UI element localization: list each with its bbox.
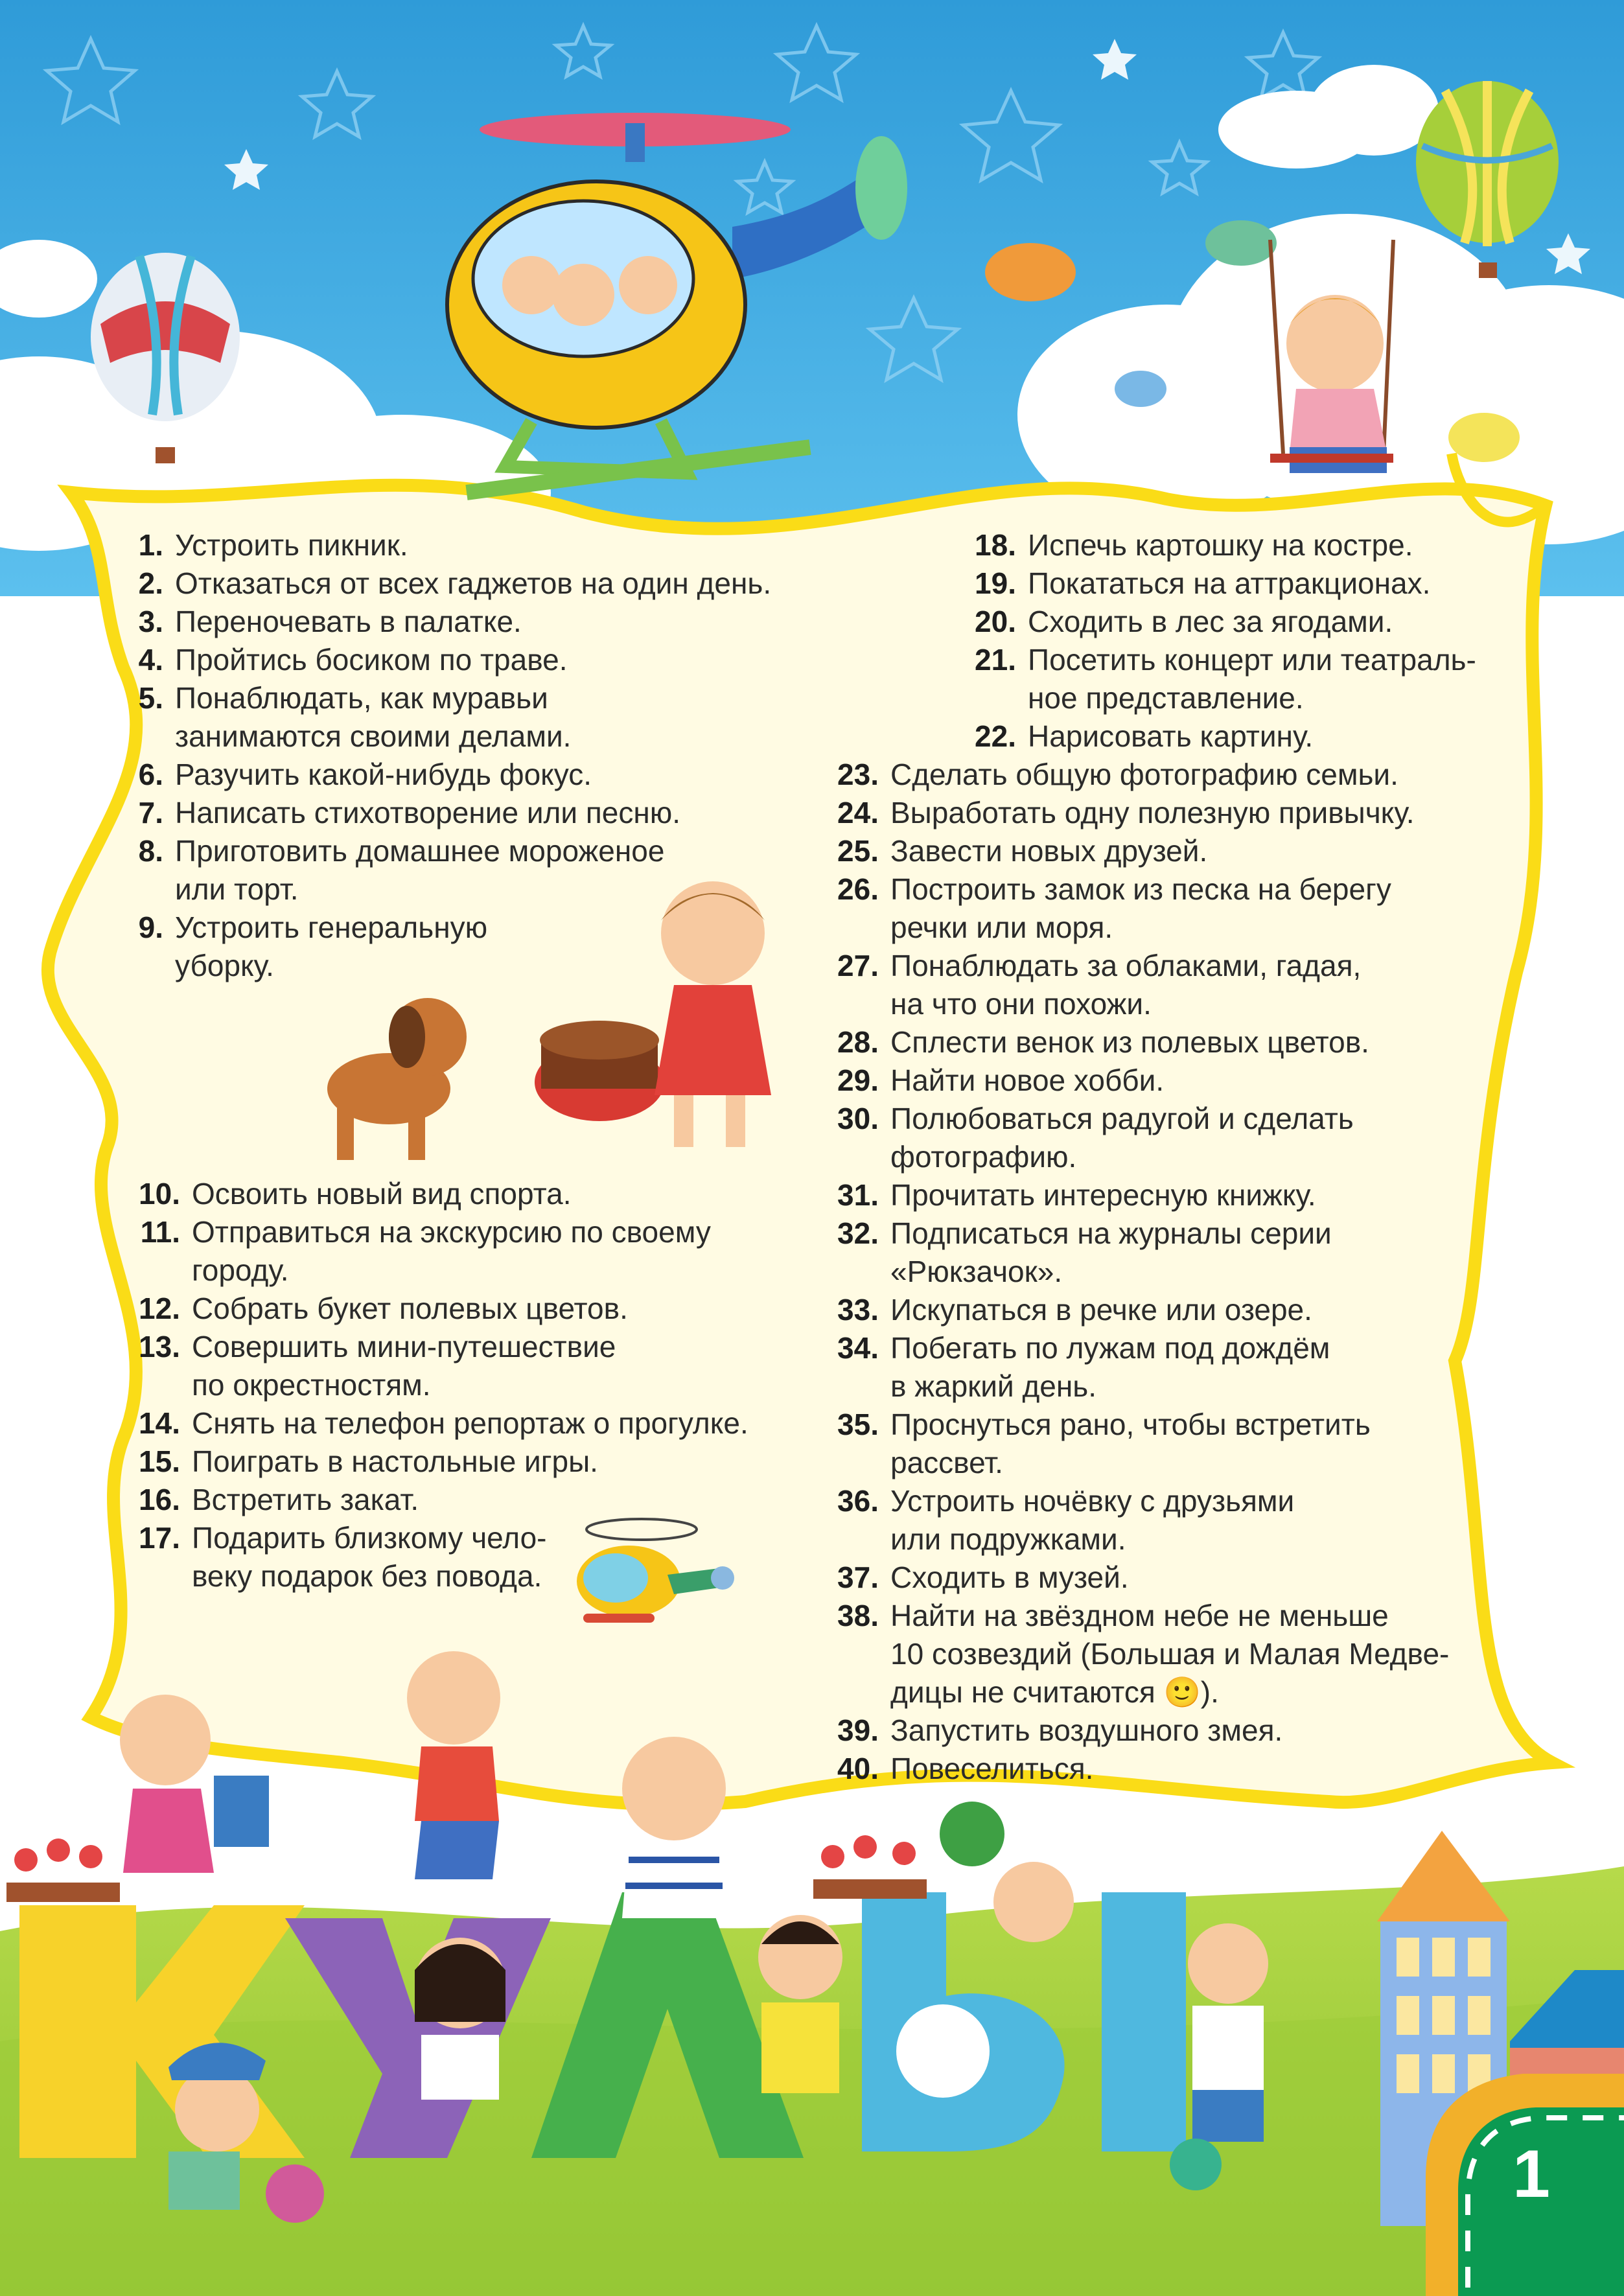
list-item bbox=[822, 1559, 1129, 1597]
list-item bbox=[123, 1175, 572, 1213]
list-item-text bbox=[1016, 526, 1413, 564]
list-item-text-main: Сплести венок из полевых цветов. bbox=[890, 1025, 1369, 1059]
list-item bbox=[822, 947, 1361, 1023]
list-item bbox=[822, 1406, 1371, 1482]
list-item-text-main: Подарить близкому чело- веку подарок без повода. bbox=[192, 1521, 547, 1593]
list-item bbox=[959, 603, 1393, 641]
list-item-text-main: Совершить мини-путешествие по окрестностям. bbox=[192, 1330, 616, 1402]
list-item-number: 2. bbox=[138, 566, 163, 600]
list-item bbox=[959, 526, 1413, 564]
list-item-number: 22. bbox=[975, 719, 1016, 753]
list-item bbox=[959, 717, 1313, 756]
list-item-number: 27. bbox=[837, 949, 879, 982]
list-item-text bbox=[163, 641, 567, 679]
list-item-number: 14. bbox=[139, 1406, 180, 1440]
list-item-text-main: Собрать букет полевых цветов. bbox=[192, 1292, 628, 1325]
list-item-text-main: Сделать общую фотографию семьи. bbox=[890, 758, 1398, 791]
list-item-text-main: Посетить концерт или театраль- ное представление. bbox=[1028, 643, 1476, 715]
list-item-text bbox=[1016, 641, 1476, 717]
list-item-text-main: Завести новых друзей. bbox=[890, 834, 1208, 868]
list-item-text-main: Выработать одну полезную привычку. bbox=[890, 796, 1415, 829]
list-item-number: 3. bbox=[138, 605, 163, 638]
list-item bbox=[959, 641, 1476, 717]
list-item-number: 19. bbox=[975, 566, 1016, 600]
list-item-number: 31. bbox=[837, 1178, 879, 1212]
list-item bbox=[123, 1328, 616, 1404]
list-item-text bbox=[879, 1597, 1449, 1711]
list-item-text-main: Разучить какой-нибудь фокус. bbox=[175, 758, 592, 791]
list-item-number: 37. bbox=[837, 1560, 879, 1594]
list-item-text bbox=[180, 1404, 748, 1443]
list-item-text bbox=[879, 1406, 1371, 1482]
list-item-text bbox=[879, 1023, 1369, 1061]
list-item bbox=[123, 1213, 711, 1290]
list-item-number: 24. bbox=[837, 796, 879, 829]
list-item-number: 4. bbox=[138, 643, 163, 677]
list-item bbox=[822, 1711, 1282, 1750]
list-item bbox=[959, 564, 1430, 603]
list-item-text-main: Устроить пикник. bbox=[175, 528, 408, 562]
list-item bbox=[123, 679, 571, 756]
list-item bbox=[123, 641, 567, 679]
list-item-text bbox=[163, 756, 592, 794]
list-item-text-main: Побегать по лужам под дождём в жаркий день. bbox=[890, 1331, 1330, 1403]
list-item-text bbox=[163, 526, 408, 564]
list-item-number: 13. bbox=[139, 1330, 180, 1363]
list-item-number: 29. bbox=[837, 1063, 879, 1097]
list-item-text bbox=[879, 1482, 1294, 1559]
list-item bbox=[822, 1214, 1332, 1291]
list-item-number: 23. bbox=[837, 758, 879, 791]
list-item-number: 10. bbox=[139, 1177, 180, 1211]
list-item-text bbox=[879, 1291, 1312, 1329]
list-item bbox=[822, 870, 1391, 947]
list-item-text bbox=[163, 794, 680, 832]
list-item-text-main: Освоить новый вид спорта. bbox=[192, 1177, 572, 1211]
list-item-number: 11. bbox=[140, 1215, 180, 1249]
list-item-text-main: Пройтись босиком по траве. bbox=[175, 643, 568, 677]
list-item-text-main: Нарисовать картину. bbox=[1028, 719, 1314, 753]
list-item bbox=[123, 603, 522, 641]
list-item-number: 20. bbox=[975, 605, 1016, 638]
list-item-number: 36. bbox=[837, 1484, 879, 1518]
list-item-number: 8. bbox=[138, 834, 163, 868]
list-item-text-main: Найти новое хобби. bbox=[890, 1063, 1165, 1097]
list-item-number: 5. bbox=[138, 681, 163, 715]
list-item-text-main: Повеселиться. bbox=[890, 1752, 1094, 1785]
list-item-text-main: Прочитать интересную книжку. bbox=[890, 1178, 1316, 1212]
list-item-text bbox=[879, 1559, 1129, 1597]
list-item-text bbox=[879, 1061, 1164, 1100]
list-item-text-main: Сходить в музей. bbox=[890, 1560, 1129, 1594]
list-item bbox=[123, 1481, 419, 1519]
list-item bbox=[822, 1100, 1354, 1176]
list-item-number: 32. bbox=[837, 1216, 879, 1250]
list-item-text bbox=[1016, 603, 1393, 641]
list-item bbox=[822, 832, 1207, 870]
list-item-text bbox=[180, 1443, 598, 1481]
list-item-number: 40. bbox=[837, 1752, 879, 1785]
list-item-text bbox=[163, 909, 487, 985]
list-item bbox=[822, 1329, 1330, 1406]
list-item-text-main: Искупаться в речке или озере. bbox=[890, 1293, 1312, 1327]
list-item-text bbox=[879, 1711, 1282, 1750]
list-item-text bbox=[879, 1176, 1316, 1214]
list-item-number: 38. bbox=[837, 1599, 879, 1632]
list-item-number: 15. bbox=[139, 1444, 180, 1478]
list-item-number: 25. bbox=[837, 834, 879, 868]
list-item-text-main: Понаблюдать за облаками, гадая, на что они похожи. bbox=[890, 949, 1362, 1021]
list-item-text bbox=[879, 832, 1207, 870]
list-item-number: 18. bbox=[975, 528, 1016, 562]
list-item-text-main: Переночевать в палатке. bbox=[175, 605, 522, 638]
list-item bbox=[123, 1290, 628, 1328]
list-item-text bbox=[163, 832, 664, 909]
list-item bbox=[123, 1404, 748, 1443]
list-item-text bbox=[1016, 717, 1313, 756]
list-item-text bbox=[879, 947, 1361, 1023]
list-item-text-main: Устроить генеральную уборку. bbox=[175, 910, 488, 982]
list-item-text bbox=[163, 679, 571, 756]
list-item bbox=[822, 1176, 1316, 1214]
list-item bbox=[822, 1061, 1164, 1100]
list-item-text-end: ). bbox=[1200, 1675, 1219, 1709]
list-item-number: 26. bbox=[837, 872, 879, 906]
list-item-text-main: Отправиться на экскурсию по своему городу. bbox=[192, 1215, 711, 1287]
list-item bbox=[123, 756, 592, 794]
list-item-number: 34. bbox=[837, 1331, 879, 1365]
list-item-text bbox=[879, 794, 1415, 832]
list-item-text-main: Запустить воздушного змея. bbox=[890, 1713, 1283, 1747]
list-item-number: 6. bbox=[138, 758, 163, 791]
list-item-text-main: Подписаться на журналы серии «Рюкзачок». bbox=[890, 1216, 1332, 1288]
list-item-text bbox=[879, 1329, 1330, 1406]
list-item-text bbox=[180, 1213, 711, 1290]
list-item-text bbox=[163, 564, 771, 603]
list-item-text bbox=[879, 1750, 1093, 1788]
list-item bbox=[123, 794, 680, 832]
list-item-text bbox=[163, 603, 522, 641]
list-item-text-main: Отказаться от всех гаджетов на один день. bbox=[175, 566, 772, 600]
list-item-text-main: Приготовить домашнее мороженое или торт. bbox=[175, 834, 665, 906]
smiley-emoji: 🙂 bbox=[1163, 1675, 1201, 1709]
list-item-text-main: Покататься на аттракционах. bbox=[1028, 566, 1431, 600]
list-item-text bbox=[879, 1214, 1332, 1291]
list-item bbox=[822, 756, 1398, 794]
list-item-text bbox=[180, 1519, 547, 1595]
list-item-number: 39. bbox=[837, 1713, 879, 1747]
list-item-number: 30. bbox=[837, 1102, 879, 1135]
list-item-text bbox=[879, 756, 1398, 794]
list-item-text bbox=[879, 870, 1391, 947]
list-item-text-main: Встретить закат. bbox=[192, 1483, 419, 1516]
list-item-text-main: Сходить в лес за ягодами. bbox=[1028, 605, 1393, 638]
list-item bbox=[822, 1291, 1312, 1329]
list-item bbox=[123, 526, 408, 564]
list-item-number: 9. bbox=[138, 910, 163, 944]
list-item-number: 1. bbox=[138, 528, 163, 562]
list-item-text bbox=[879, 1100, 1354, 1176]
list-item-number: 21. bbox=[975, 643, 1016, 677]
list-item bbox=[822, 1023, 1369, 1061]
list-item bbox=[123, 1519, 547, 1595]
list-item-text bbox=[180, 1290, 628, 1328]
list-item bbox=[123, 564, 771, 603]
list-item bbox=[822, 1482, 1294, 1559]
list-item-number: 17. bbox=[139, 1521, 180, 1555]
list-item bbox=[822, 1750, 1093, 1788]
list-item-text-main: Испечь картошку на костре. bbox=[1028, 528, 1413, 562]
list-item-text bbox=[180, 1328, 616, 1404]
list-item bbox=[123, 832, 664, 909]
list-item-text-main: Полюбоваться радугой и сделать фотографию. bbox=[890, 1102, 1354, 1174]
list-item-text-main: Построить замок из песка на берегу речки или моря. bbox=[890, 872, 1391, 944]
list-item-text-main: Найти на звёздном небе не меньше 10 созвездий (Большая и Малая Медве- дицы не считаются bbox=[890, 1599, 1450, 1709]
list-item-number: 12. bbox=[139, 1292, 180, 1325]
list-item-number: 7. bbox=[138, 796, 163, 829]
list-item bbox=[123, 1443, 598, 1481]
list-item-number: 16. bbox=[139, 1483, 180, 1516]
list-item-text bbox=[180, 1175, 572, 1213]
list-item-text bbox=[180, 1481, 419, 1519]
list-item-text bbox=[1016, 564, 1430, 603]
list-item-text-main: Снять на телефон репортаж о прогулке. bbox=[192, 1406, 748, 1440]
list-item bbox=[822, 1597, 1449, 1711]
list-item-number: 28. bbox=[837, 1025, 879, 1059]
list-item bbox=[822, 794, 1415, 832]
list-item-number: 33. bbox=[837, 1293, 879, 1327]
list-item-number: 35. bbox=[837, 1408, 879, 1441]
list-item-text-main: Поиграть в настольные игры. bbox=[192, 1444, 598, 1478]
list-item-text-main: Устроить ночёвку с друзьями или подружками. bbox=[890, 1484, 1295, 1556]
list-item-text-main: Понаблюдать, как муравьи занимаются своими делами. bbox=[175, 681, 572, 753]
page-number: 1 bbox=[1513, 2137, 1550, 2212]
list-item-text-main: Проснуться рано, чтобы встретить рассвет. bbox=[890, 1408, 1371, 1479]
list-item-text-main: Написать стихотворение или песню. bbox=[175, 796, 681, 829]
list-item bbox=[123, 909, 487, 985]
